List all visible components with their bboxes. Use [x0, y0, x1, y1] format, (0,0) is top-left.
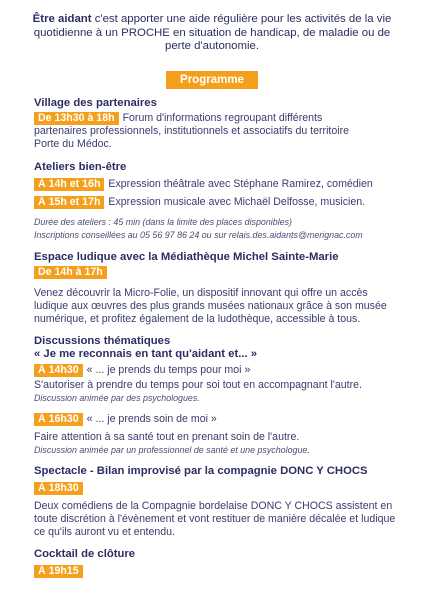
village-text-2: partenaires professionnels, institutionnels et associatifs du territoire [34, 125, 350, 137]
espace-time-row [34, 266, 107, 279]
programme-label: Programme [166, 71, 258, 89]
ateliers-title: Ateliers bien-être [34, 161, 127, 173]
village-text-3: Porte du Médoc. [34, 138, 112, 150]
village-text-1: Forum d'informations regroupant différents [122, 112, 323, 124]
discussions-slot-2 [34, 413, 217, 426]
spectacle-time-badge: À 18h30 [34, 482, 83, 495]
discussions-slot2-text: Faire attention à sa santé tout en prenant soin de l'autre. [34, 431, 300, 443]
ateliers-slot-1 [34, 178, 373, 191]
discussions-title: Discussions thématiques [34, 335, 171, 347]
spectacle-text: Deux comédiens de la Compagnie bordelaise DONC Y CHOCS assistent en toute discrétion à l'évènement et vont restituer de manière décalée et ludique ce qu'ils auront vu et entendu. [34, 500, 396, 539]
ateliers-slot2-text: Expression musicale avec Michaël Delfosse, musicien. [108, 196, 366, 208]
ateliers-slot2-badge: À 15h et 17h [34, 196, 104, 209]
discussions-slot-1 [34, 364, 250, 377]
discussions-subtitle: « Je me reconnais en tant qu'aidant et... » [34, 348, 258, 360]
cocktail-time-badge: À 19h15 [34, 565, 83, 578]
ateliers-inscription: Inscriptions conseillées au 05 56 97 86 24 ou sur relais.des.aidants@merignac.com [34, 230, 363, 240]
ateliers-slot-2 [34, 196, 365, 209]
discussions-slot2-note: Discussion animée par un professionnel de santé et une psychologue. [34, 445, 310, 455]
ateliers-slot1-text: Expression théâtrale avec Stéphane Ramirez, comédien [108, 178, 373, 190]
spectacle-title: Spectacle - Bilan improvisé par la compagnie DONC Y CHOCS [34, 465, 368, 477]
ateliers-slot1-badge: À 14h et 16h [34, 178, 104, 191]
espace-text: Venez découvrir la Micro-Folie, un dispositif innovant qui offre un accès ludique aux œuvres des plus grands musées nationaux grâce à son musée numérique, et profitez également de la ludothèque, accessible à tous. [34, 287, 387, 326]
discussions-slot1-text: S'autoriser à prendre du temps pour soi tout en accompagnant l'autre. [34, 379, 362, 391]
espace-title: Espace ludique avec la Médiathèque Michel Sainte-Marie [34, 251, 339, 263]
discussions-slot2-badge: À 16h30 [34, 413, 83, 426]
cocktail-title: Cocktail de clôture [34, 548, 136, 560]
intro-bold: Être aidant [32, 13, 92, 25]
intro-paragraph [24, 13, 400, 54]
discussions-slot1-badge: À 14h30 [34, 364, 83, 377]
discussions-slot1-note: Discussion animée par des psychologues. [34, 393, 200, 403]
spectacle-time-row [34, 482, 83, 495]
village-line-1 [34, 112, 322, 125]
village-title: Village des partenaires [34, 97, 157, 109]
discussions-slot1-title: « ... je prends du temps pour moi » [86, 364, 251, 376]
village-time-badge: De 13h30 à 18h [34, 112, 119, 125]
discussions-slot2-title: « ... je prends soin de moi » [86, 413, 217, 425]
ateliers-duration: Durée des ateliers : 45 min (dans la limite des places disponibles) [34, 217, 292, 227]
intro-text: c'est apporter une aide régulière pour les activités de la vie quotidienne à un PROCHE en situation de handicap, de maladie ou de perte d'autonomie. [33, 13, 392, 53]
programme-header [0, 70, 424, 89]
cocktail-time-row [34, 565, 83, 578]
espace-time-badge: De 14h à 17h [34, 266, 107, 279]
